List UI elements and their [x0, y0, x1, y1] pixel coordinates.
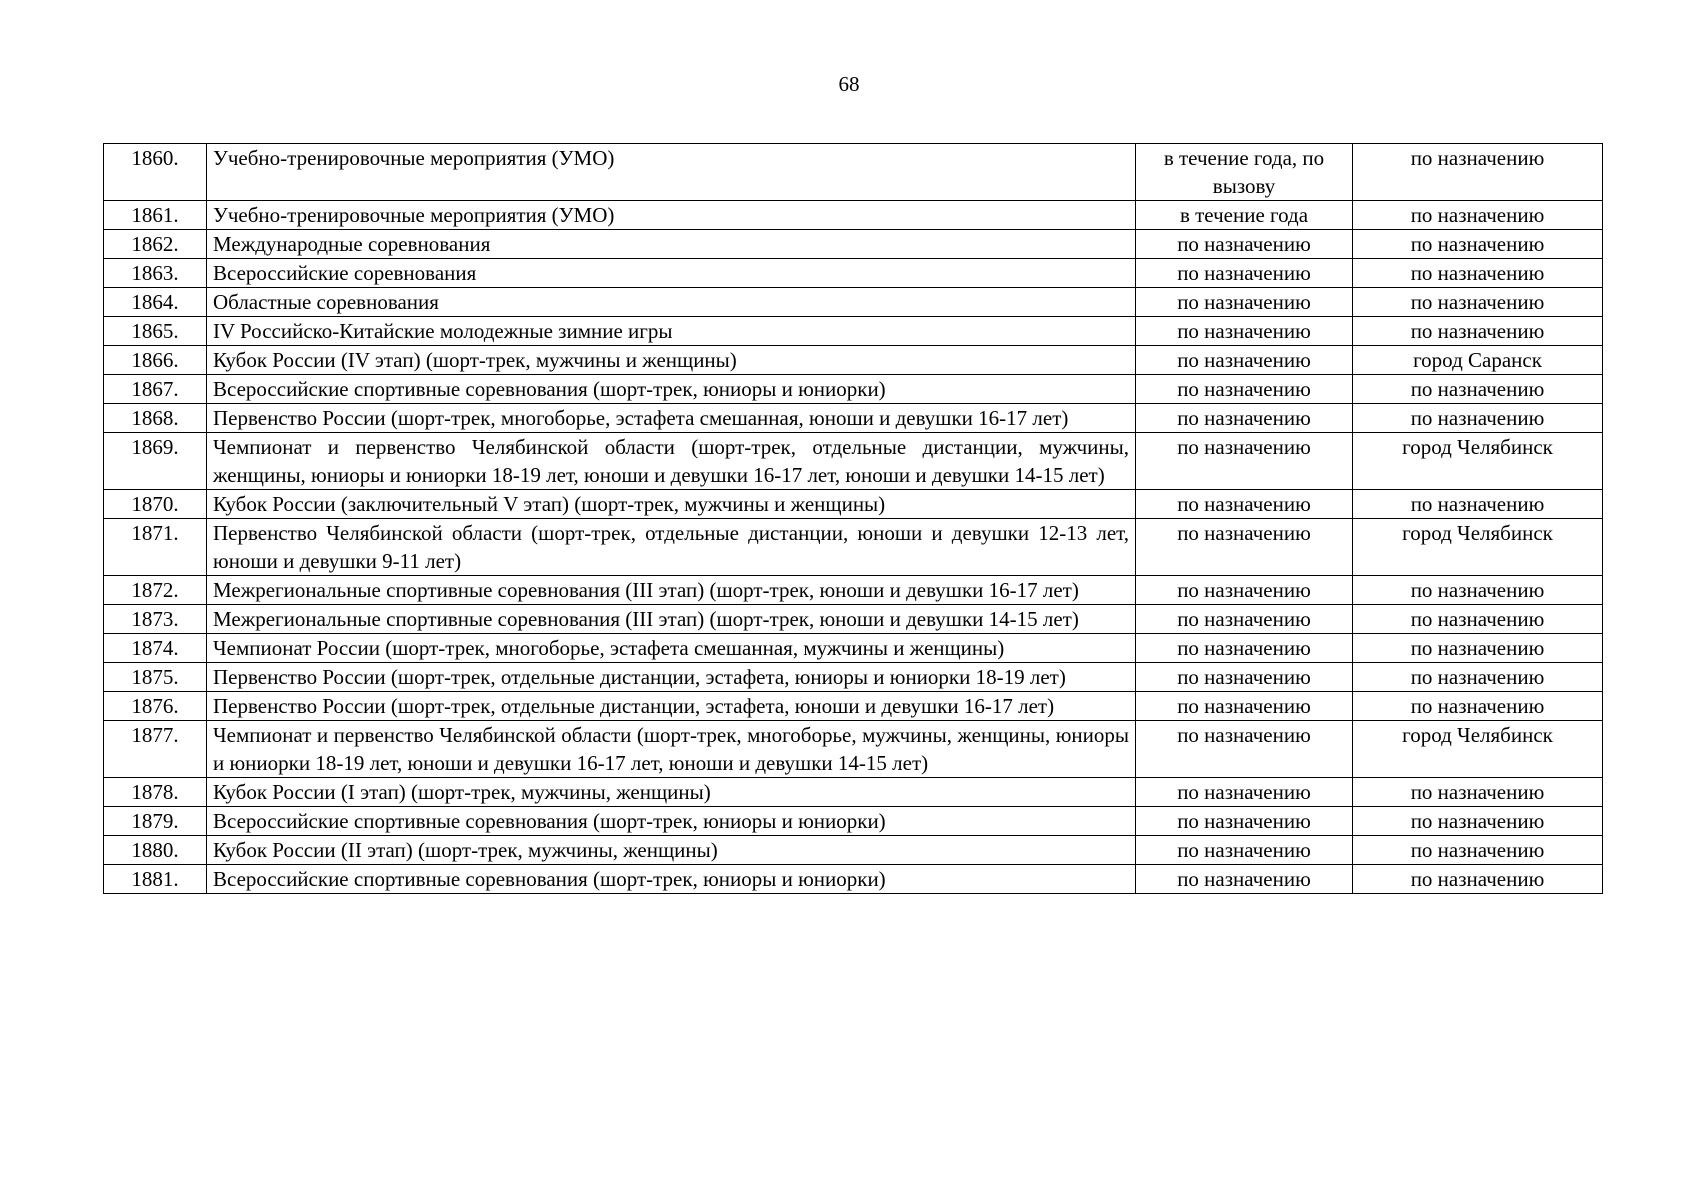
table-row	[104, 692, 1603, 721]
table-row	[104, 721, 1603, 778]
table-row	[104, 836, 1603, 865]
event-place-cell: по назначению	[1353, 259, 1603, 288]
event-name-cell: Первенство России (шорт-трек, многоборье, эстафета смешанная, юноши и девушки 16-17 лет)	[207, 404, 1136, 433]
event-place-cell: по назначению	[1353, 663, 1603, 692]
event-place-cell: по назначению	[1353, 490, 1603, 519]
row-number-cell: 1869.	[104, 433, 207, 490]
event-name-cell: Чемпионат и первенство Челябинской области (шорт-трек, многоборье, мужчины, женщины, юниоры и юниорки 18-19 лет, юноши и девушки 16-17 лет, юноши и девушки 14-15 лет)	[207, 721, 1136, 778]
event-name-cell: IV Российско-Китайские молодежные зимние игры	[207, 317, 1136, 346]
event-name-cell: Учебно-тренировочные мероприятия (УМО)	[207, 144, 1136, 201]
row-number-cell: 1876.	[104, 692, 207, 721]
event-place-cell: по назначению	[1353, 634, 1603, 663]
event-date-cell: по назначению	[1136, 721, 1353, 778]
event-place-cell: по назначению	[1353, 576, 1603, 605]
event-date-cell: по назначению	[1136, 404, 1353, 433]
event-date-cell: по назначению	[1136, 836, 1353, 865]
event-place-cell: по назначению	[1353, 201, 1603, 230]
table-row	[104, 404, 1603, 433]
event-name-cell: Всероссийские спортивные соревнования (шорт-трек, юниоры и юниорки)	[207, 375, 1136, 404]
event-date-cell: по назначению	[1136, 375, 1353, 404]
event-place-cell: город Челябинск	[1353, 519, 1603, 576]
event-place-cell: по назначению	[1353, 807, 1603, 836]
event-name-cell: Межрегиональные спортивные соревнования (III этап) (шорт-трек, юноши и девушки 16-17 лет)	[207, 576, 1136, 605]
event-name-cell: Первенство России (шорт-трек, отдельные дистанции, эстафета, юниоры и юниорки 18-19 лет)	[207, 663, 1136, 692]
table-row	[104, 490, 1603, 519]
row-number-cell: 1873.	[104, 605, 207, 634]
event-place-cell: по назначению	[1353, 404, 1603, 433]
table-row	[104, 663, 1603, 692]
table-row	[104, 375, 1603, 404]
event-name-cell: Кубок России (I этап) (шорт-трек, мужчины, женщины)	[207, 778, 1136, 807]
table-row	[104, 865, 1603, 894]
event-place-cell: по назначению	[1353, 692, 1603, 721]
event-place-cell: по назначению	[1353, 836, 1603, 865]
event-date-cell: в течение года, по вызову	[1136, 144, 1353, 201]
event-place-cell: город Челябинск	[1353, 433, 1603, 490]
row-number-cell: 1872.	[104, 576, 207, 605]
row-number-cell: 1871.	[104, 519, 207, 576]
event-place-cell: город Челябинск	[1353, 721, 1603, 778]
page-number: 68	[838, 72, 860, 96]
event-place-cell: по назначению	[1353, 375, 1603, 404]
event-place-cell: город Саранск	[1353, 346, 1603, 375]
row-number-cell: 1864.	[104, 288, 207, 317]
event-date-cell: по назначению	[1136, 807, 1353, 836]
event-name-cell: Кубок России (IV этап) (шорт-трек, мужчины и женщины)	[207, 346, 1136, 375]
event-place-cell: по назначению	[1353, 605, 1603, 634]
table-row	[104, 317, 1603, 346]
table-row	[104, 230, 1603, 259]
row-number-cell: 1879.	[104, 807, 207, 836]
row-number-cell: 1880.	[104, 836, 207, 865]
event-name-cell: Чемпионат и первенство Челябинской области (шорт-трек, отдельные дистанции, мужчины, женщины, юниоры и юниорки 18-19 лет, юноши и девушки 16-17 лет, юноши и девушки 14-15 лет)	[207, 433, 1136, 490]
event-name-cell: Учебно-тренировочные мероприятия (УМО)	[207, 201, 1136, 230]
table-row	[104, 807, 1603, 836]
event-date-cell: по назначению	[1136, 259, 1353, 288]
event-name-cell: Кубок России (заключительный V этап) (шорт-трек, мужчины и женщины)	[207, 490, 1136, 519]
row-number-cell: 1881.	[104, 865, 207, 894]
event-date-cell: по назначению	[1136, 519, 1353, 576]
event-name-cell: Всероссийские спортивные соревнования (шорт-трек, юниоры и юниорки)	[207, 865, 1136, 894]
event-name-cell: Чемпионат России (шорт-трек, многоборье, эстафета смешанная, мужчины и женщины)	[207, 634, 1136, 663]
row-number-cell: 1863.	[104, 259, 207, 288]
row-number-cell: 1866.	[104, 346, 207, 375]
event-name-cell: Всероссийские соревнования	[207, 259, 1136, 288]
event-date-cell: в течение года	[1136, 201, 1353, 230]
event-date-cell: по назначению	[1136, 605, 1353, 634]
event-date-cell: по назначению	[1136, 288, 1353, 317]
table-row	[104, 576, 1603, 605]
row-number-cell: 1867.	[104, 375, 207, 404]
event-date-cell: по назначению	[1136, 346, 1353, 375]
row-number-cell: 1877.	[104, 721, 207, 778]
event-date-cell: по назначению	[1136, 230, 1353, 259]
event-place-cell: по назначению	[1353, 778, 1603, 807]
event-place-cell: по назначению	[1353, 865, 1603, 894]
event-date-cell: по назначению	[1136, 576, 1353, 605]
row-number-cell: 1860.	[104, 144, 207, 201]
event-place-cell: по назначению	[1353, 288, 1603, 317]
event-date-cell: по назначению	[1136, 692, 1353, 721]
table-row	[104, 288, 1603, 317]
event-date-cell: по назначению	[1136, 778, 1353, 807]
event-name-cell: Всероссийские спортивные соревнования (шорт-трек, юниоры и юниорки)	[207, 807, 1136, 836]
row-number-cell: 1865.	[104, 317, 207, 346]
row-number-cell: 1875.	[104, 663, 207, 692]
events-table	[103, 143, 1603, 894]
row-number-cell: 1861.	[104, 201, 207, 230]
event-name-cell: Областные соревнования	[207, 288, 1136, 317]
row-number-cell: 1870.	[104, 490, 207, 519]
row-number-cell: 1862.	[104, 230, 207, 259]
row-number-cell: 1868.	[104, 404, 207, 433]
event-date-cell: по назначению	[1136, 663, 1353, 692]
table-row	[104, 605, 1603, 634]
row-number-cell: 1874.	[104, 634, 207, 663]
event-name-cell: Кубок России (II этап) (шорт-трек, мужчины, женщины)	[207, 836, 1136, 865]
table-row	[104, 201, 1603, 230]
table-row	[104, 346, 1603, 375]
event-date-cell: по назначению	[1136, 317, 1353, 346]
event-date-cell: по назначению	[1136, 865, 1353, 894]
event-place-cell: по назначению	[1353, 230, 1603, 259]
table-row	[104, 144, 1603, 201]
event-name-cell: Межрегиональные спортивные соревнования (III этап) (шорт-трек, юноши и девушки 14-15 лет)	[207, 605, 1136, 634]
table-row	[104, 259, 1603, 288]
event-place-cell: по назначению	[1353, 317, 1603, 346]
table-row	[104, 433, 1603, 490]
event-date-cell: по назначению	[1136, 490, 1353, 519]
event-place-cell: по назначению	[1353, 144, 1603, 201]
table-row	[104, 634, 1603, 663]
table-row	[104, 778, 1603, 807]
events-table-body	[104, 144, 1603, 894]
event-date-cell: по назначению	[1136, 634, 1353, 663]
event-name-cell: Первенство России (шорт-трек, отдельные дистанции, эстафета, юноши и девушки 16-17 лет)	[207, 692, 1136, 721]
event-date-cell: по назначению	[1136, 433, 1353, 490]
event-name-cell: Первенство Челябинской области (шорт-трек, отдельные дистанции, юноши и девушки 12-13 лет, юноши и девушки 9-11 лет)	[207, 519, 1136, 576]
row-number-cell: 1878.	[104, 778, 207, 807]
table-row	[104, 519, 1603, 576]
event-name-cell: Международные соревнования	[207, 230, 1136, 259]
